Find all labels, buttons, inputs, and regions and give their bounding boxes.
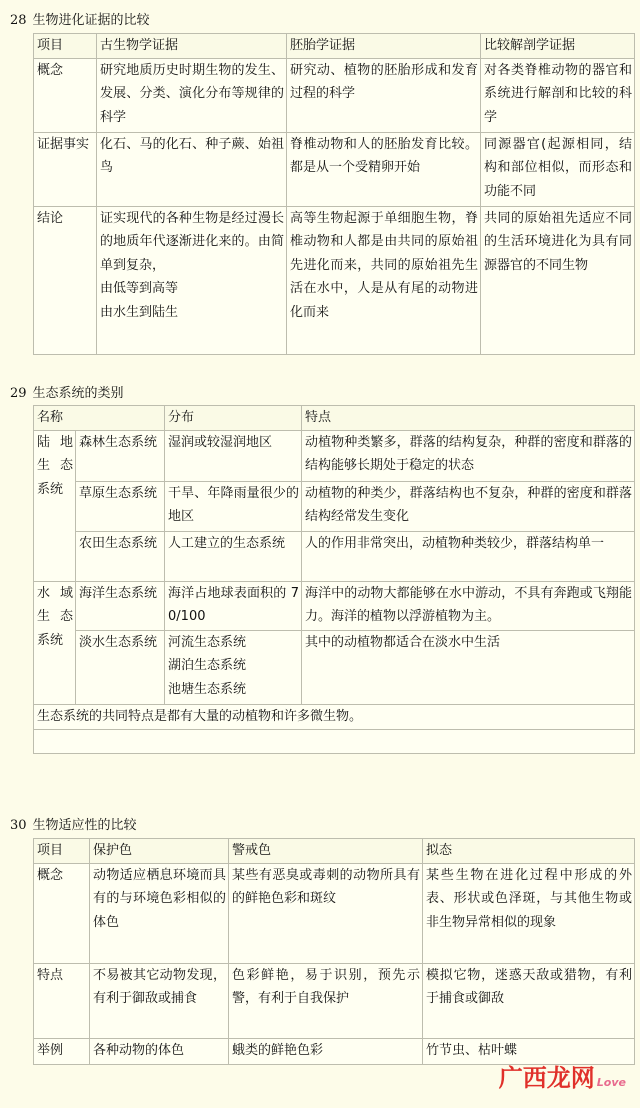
table-header-row <box>34 839 635 864</box>
table-cell: 人工建立的生态系统 <box>165 531 302 581</box>
row-label: 概念 <box>34 863 90 963</box>
table-cell: 湿润或较湿润地区 <box>165 430 302 481</box>
table-cell: 共同的原始祖先适应不同的生活环境进化为具有同源器官的不同生物 <box>481 206 635 354</box>
table-cell: 高等生物起源于单细胞生物，脊椎动物和人都是由共同的原始祖先进化而来，共同的原始祖先生活在水中，人是从有尾的动物进化而来 <box>287 206 481 354</box>
summary-row <box>34 704 635 729</box>
table-cell: 动植物的种类少，群落结构也不复杂，种群的密度和群落结构经常发生变化 <box>302 481 635 531</box>
conclusion-text: 证实现代的各种生物是经过漫长的地质年代逐渐进化来的。由简单到复杂， <box>100 210 284 273</box>
empty-row <box>34 729 635 753</box>
row-label: 结论 <box>34 206 97 354</box>
row-label: 举例 <box>34 1038 90 1064</box>
table-cell: 草原生态系统 <box>76 481 165 531</box>
conclusion-line: 由低等到高等 <box>100 281 179 296</box>
section-heading: 生物适应性的比较 <box>32 818 137 833</box>
table-cell: 人的作用非常突出，动植物种类较少，群落结构单一 <box>302 531 635 581</box>
table-cell: 某些有恶臭或毒刺的动物所具有的鲜艳色彩和斑纹 <box>229 863 423 963</box>
table-cell: 同源器官(起源相同，结构和部位相似，而形态和功能不同 <box>481 132 635 206</box>
header-cell: 分布 <box>165 406 302 431</box>
row-label: 证据事实 <box>34 132 97 206</box>
table-row <box>34 481 635 531</box>
section-heading: 生物进化证据的比较 <box>32 13 150 28</box>
section-number: 28 <box>10 13 27 28</box>
header-cell: 警戒色 <box>229 839 423 864</box>
table-cell: 干旱、年降雨量很少的地区 <box>165 481 302 531</box>
table-cell: 动植物种类繁多，群落的结构复杂，种群的密度和群落的结构能够长期处于稳定的状态 <box>302 430 635 481</box>
table-cell: 森林生态系统 <box>76 430 165 481</box>
empty-cell <box>34 729 635 753</box>
table-cell: 色彩鲜艳，易于识别，预先示警，有利于自我保护 <box>229 963 423 1038</box>
header-cell: 比较解剖学证据 <box>481 34 635 59</box>
table-cell: 海洋中的动物大都能够在水中游动，不具有奔跑或飞翔能力。海洋的植物以浮游植物为主。 <box>302 581 635 630</box>
table-cell: 对各类脊椎动物的器官和系统进行解剖和比较的科学 <box>481 58 635 132</box>
table-cell: 农田生态系统 <box>76 531 165 581</box>
section-title <box>10 814 137 838</box>
section-number: 30 <box>10 818 27 833</box>
table-row <box>34 963 635 1038</box>
table-row <box>34 581 635 630</box>
row-label: 概念 <box>34 58 97 132</box>
ecosystem-table <box>33 405 635 754</box>
conclusion-line: 由水生到陆生 <box>100 304 179 320</box>
table-cell: 脊椎动物和人的胚胎发育比较。都是从一个受精卵开始 <box>287 132 481 206</box>
table-cell: 某些生物在进化过程中形成的外表、形状或色泽斑，与其他生物或非生物异常相似的现象 <box>423 863 635 963</box>
table-cell: 海洋生态系统 <box>76 581 165 630</box>
header-cell: 项目 <box>34 34 97 59</box>
table-header-row <box>34 406 635 431</box>
table-cell: 淡水生态系统 <box>76 630 165 704</box>
table-row <box>34 58 635 132</box>
row-label: 特点 <box>34 963 90 1038</box>
table-cell: 海洋占地球表面积的 70/100 <box>165 581 302 630</box>
section-heading: 生态系统的类别 <box>32 386 124 401</box>
table-row <box>34 132 635 206</box>
table-cell: 蛾类的鲜艳色彩 <box>229 1038 423 1064</box>
table-cell: 研究地质历史时期生物的发生、发展、分类、演化分布等规律的科学 <box>97 58 287 132</box>
group-label: 陆地生态系统 <box>34 430 76 581</box>
table-header-row <box>34 34 635 59</box>
sub-ecosystem: 河流生态系统 <box>168 634 247 650</box>
watermark-sub: Love <box>596 1075 626 1089</box>
section-number: 29 <box>10 386 27 401</box>
section-title <box>10 382 124 406</box>
table-cell: 模拟它物，迷惑天敌或猎物，有利于捕食或御敌 <box>423 963 635 1038</box>
table-row <box>34 1038 635 1064</box>
table-row <box>34 430 635 481</box>
header-cell: 名称 <box>34 406 165 431</box>
summary-cell: 生态系统的共同特点是都有大量的动植物和许多微生物。 <box>34 704 635 729</box>
site-watermark-logo <box>498 1063 626 1095</box>
table-cell <box>165 630 302 704</box>
header-cell: 特点 <box>302 406 635 431</box>
section-title <box>10 9 150 33</box>
sub-ecosystem: 湖泊生态系统 <box>168 658 247 673</box>
table-cell: 其中的动植物都适合在淡水中生活 <box>302 630 635 704</box>
table-row <box>34 531 635 581</box>
header-cell: 古生物学证据 <box>97 34 287 59</box>
header-cell: 项目 <box>34 839 90 864</box>
table-cell: 各种动物的体色 <box>90 1038 229 1064</box>
evolution-evidence-table <box>33 33 635 355</box>
table-cell: 化石、马的化石、种子蕨、始祖鸟 <box>97 132 287 206</box>
group-label: 水域生态系统 <box>34 581 76 704</box>
table-cell: 动物适应栖息环境而具有的与环境色彩相似的体色 <box>90 863 229 963</box>
header-cell: 胚胎学证据 <box>287 34 481 59</box>
adaptation-table <box>33 838 635 1065</box>
table-row <box>34 863 635 963</box>
table-cell: 研究动、植物的胚胎形成和发育过程的科学 <box>287 58 481 132</box>
header-cell: 保护色 <box>90 839 229 864</box>
sub-ecosystem: 池塘生态系统 <box>168 681 247 697</box>
table-row <box>34 206 635 354</box>
table-cell: 竹节虫、枯叶蝶 <box>423 1038 635 1064</box>
watermark-text: 广西龙网 <box>498 1063 595 1092</box>
table-row <box>34 630 635 704</box>
header-cell: 拟态 <box>423 839 635 864</box>
table-cell <box>97 206 287 354</box>
table-cell: 不易被其它动物发现，有利于御敌或捕食 <box>90 963 229 1038</box>
